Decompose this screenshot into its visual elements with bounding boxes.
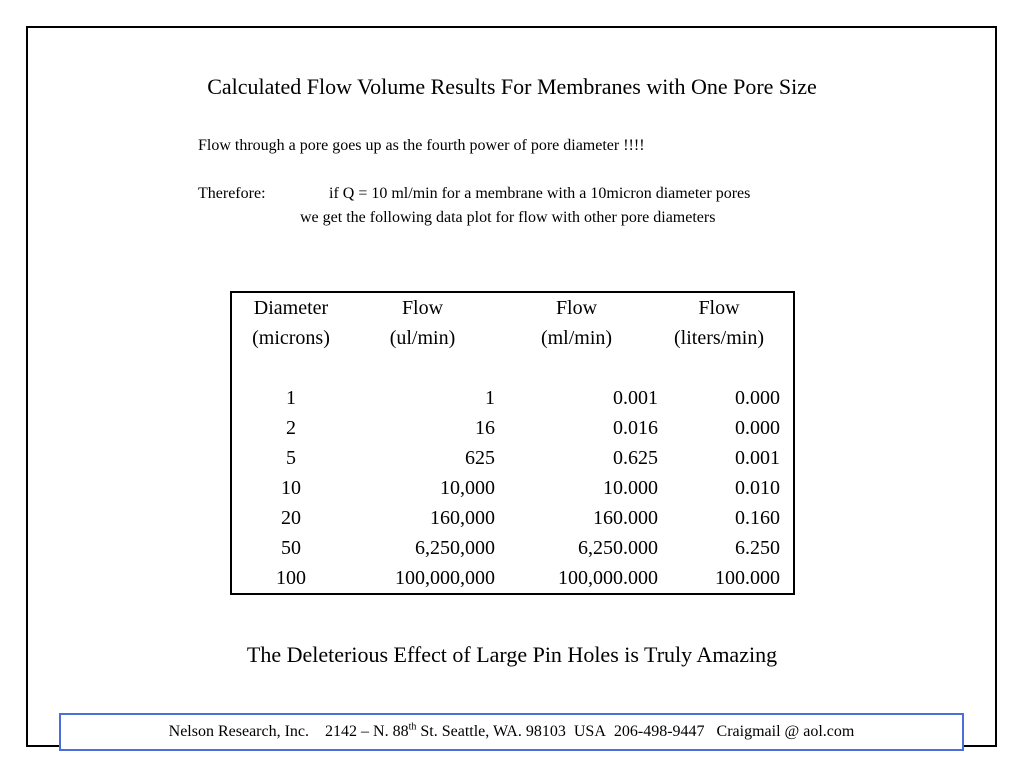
cell-diameter: 2 xyxy=(286,417,296,439)
table-row xyxy=(231,443,794,473)
table-row xyxy=(231,473,794,503)
cell-flow-ml: 10.000 xyxy=(603,477,658,499)
header-flow-ml-unit: (ml/min) xyxy=(540,327,613,349)
therefore-text-2: we get the following data plot for flow with other pore diameters xyxy=(300,209,716,226)
cell-flow-liters: 0.010 xyxy=(735,477,780,499)
therefore-line-1 xyxy=(198,185,750,203)
company-name: Nelson Research, Inc. xyxy=(168,723,310,740)
address-number: 2142 – N. 88 xyxy=(325,723,409,740)
slide-title: Calculated Flow Volume Results For Membranes with One Pore Size xyxy=(207,74,817,99)
header-flow-ul: Flow xyxy=(401,297,444,319)
address-rest: St. Seattle, WA. 98103 xyxy=(416,723,566,740)
header-flow-ul-unit: (ul/min) xyxy=(389,327,456,349)
table-header-row-1 xyxy=(231,292,794,323)
country: USA xyxy=(573,723,606,740)
cell-flow-ul: 625 xyxy=(465,447,495,469)
address-suffix: th xyxy=(408,721,417,733)
intro-text: Flow through a pore goes up as the fourth power of pore diameter !!!! xyxy=(198,137,645,154)
cell-diameter: 10 xyxy=(281,477,301,499)
cell-flow-ul: 1 xyxy=(485,387,495,409)
cell-diameter: 20 xyxy=(281,507,301,529)
conclusion-text: The Deleterious Effect of Large Pin Holes is Truly Amazing xyxy=(246,642,778,667)
table-row xyxy=(231,413,794,443)
cell-flow-ml: 6,250.000 xyxy=(578,537,658,559)
cell-flow-liters: 0.000 xyxy=(735,387,780,409)
table-row xyxy=(231,563,794,594)
header-flow-ml: Flow xyxy=(555,297,598,319)
therefore-text-1: if Q = 10 ml/min for a membrane with a 10micron diameter pores xyxy=(329,185,751,202)
cell-flow-ml: 0.016 xyxy=(613,417,658,439)
cell-flow-ul: 160,000 xyxy=(430,507,495,529)
cell-diameter: 5 xyxy=(286,447,296,469)
table-row xyxy=(231,533,794,563)
cell-flow-liters: 0.160 xyxy=(735,507,780,529)
cell-diameter: 100 xyxy=(276,567,306,589)
cell-diameter: 1 xyxy=(286,387,296,409)
header-flow-liters-unit: (liters/min) xyxy=(674,327,764,349)
cell-flow-ul: 6,250,000 xyxy=(415,537,495,559)
cell-flow-ml: 160.000 xyxy=(593,507,658,529)
contact-bar xyxy=(59,713,964,751)
cell-flow-ml: 0.001 xyxy=(613,387,658,409)
table-spacer-row xyxy=(231,353,794,383)
table-row xyxy=(231,503,794,533)
email-address: Craigmail @ aol.com xyxy=(716,723,855,740)
cell-flow-liters: 0.001 xyxy=(735,447,780,469)
header-diameter-unit: (microns) xyxy=(252,327,330,349)
header-flow-liters: Flow xyxy=(698,297,740,319)
cell-flow-liters: 6.250 xyxy=(735,537,780,559)
header-diameter: Diameter xyxy=(253,297,329,319)
cell-flow-ul: 16 xyxy=(475,417,495,439)
cell-flow-ul: 100,000,000 xyxy=(395,567,495,589)
flow-table xyxy=(230,291,795,595)
cell-flow-ml: 0.625 xyxy=(613,447,658,469)
phone-number: 206-498-9447 xyxy=(613,723,705,740)
cell-flow-liters: 100.000 xyxy=(715,567,780,589)
cell-flow-ml: 100,000.000 xyxy=(558,567,658,589)
table-header-row-2 xyxy=(231,323,794,353)
cell-flow-ul: 10,000 xyxy=(440,477,495,499)
therefore-label: Therefore: xyxy=(198,185,266,202)
cell-flow-liters: 0.000 xyxy=(735,417,780,439)
table-row xyxy=(231,383,794,413)
cell-diameter: 50 xyxy=(281,537,301,559)
